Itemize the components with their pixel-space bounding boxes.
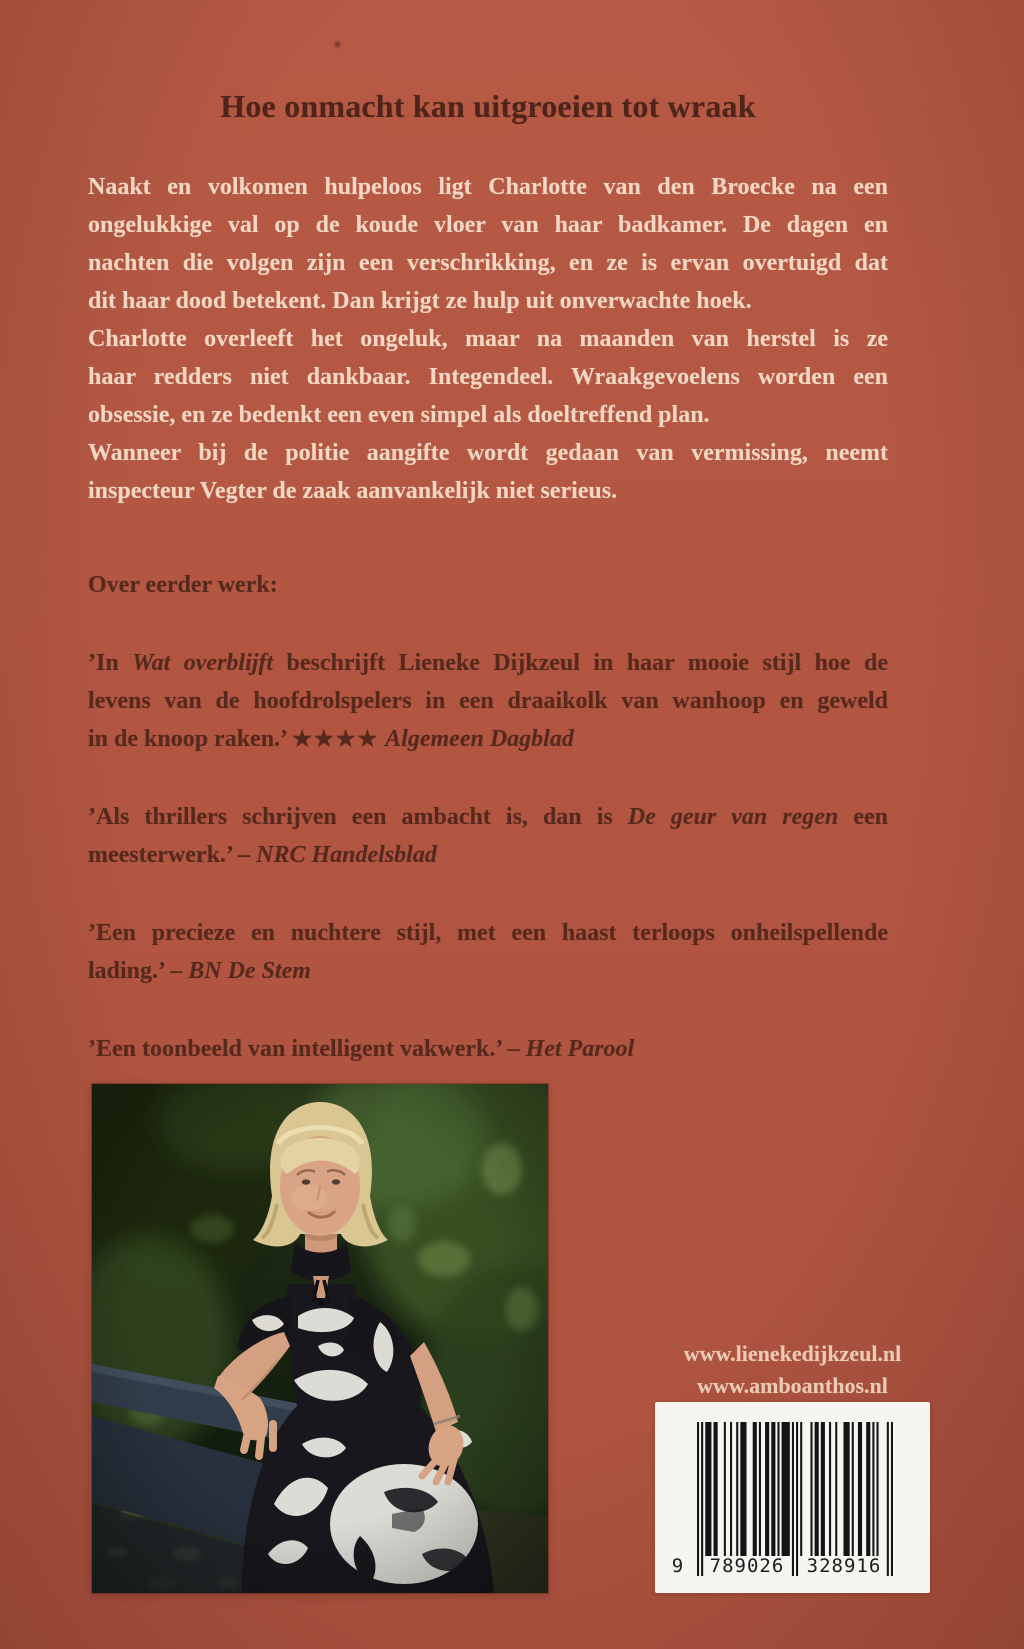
- review-line: [88, 952, 888, 990]
- star-rating: ★★★★: [292, 726, 380, 751]
- review-text: De geur van regen: [627, 804, 839, 830]
- review-text: ’Als thrillers schrijven een ambacht is, dan is: [88, 804, 628, 830]
- review-text: ’In: [88, 650, 133, 676]
- review-text: in de knoop raken.’: [88, 726, 293, 752]
- review-source: BN De Stem: [188, 958, 311, 984]
- synopsis-line: haar redders niet dankbaar. Integendeel. Wraakgevoelens worden een: [88, 364, 888, 390]
- barcode-bars: [697, 1422, 893, 1576]
- synopsis-line: Wanneer bij de politie aangifte wordt gedaan van vermissing, neemt: [88, 440, 888, 466]
- barcode: [655, 1402, 930, 1593]
- review-item: [88, 914, 888, 990]
- synopsis-paragraph: [88, 434, 888, 510]
- review-line: [88, 914, 888, 952]
- review-text: beschrijft Lieneke Dijkzeul in haar mooie stijl hoe de: [273, 650, 888, 676]
- review-item: [88, 798, 888, 874]
- synopsis-line: inspecteur Vegter de zaak aanvankelijk niet serieus.: [88, 478, 618, 504]
- synopsis-line: Naakt en volkomen hulpeloos ligt Charlotte van den Broecke na een: [88, 174, 888, 200]
- barcode-number-prefix: 9: [671, 1555, 685, 1577]
- review-text: lading.’ –: [88, 958, 189, 984]
- review-text: een: [838, 804, 888, 830]
- website-url-publisher: www.amboanthos.nl: [697, 1373, 888, 1398]
- synopsis: [88, 168, 888, 510]
- website-url-author: www.lienekedijkzeul.nl: [683, 1341, 902, 1366]
- synopsis-line: obsessie, en ze bedenkt een even simpel als doeltreffend plan.: [88, 402, 710, 428]
- review-text: ’Een toonbeeld van intelligent vakwerk.’ –: [88, 1036, 526, 1062]
- review-source: NRC Handelsblad: [256, 842, 437, 868]
- review-text: Wat overblijft: [132, 650, 274, 676]
- review-item: [88, 644, 888, 758]
- review-line: [88, 836, 888, 874]
- barcode-number-left: 789026: [709, 1555, 785, 1577]
- review-source: Algemeen Dagblad: [385, 726, 574, 752]
- reviews-section: [88, 566, 888, 1068]
- review-line: [88, 720, 888, 758]
- reviews-heading: Over eerder werk:: [88, 572, 278, 598]
- review-line: [88, 682, 888, 720]
- author-photo: [92, 1084, 548, 1593]
- review-text: meesterwerk.’ –: [88, 842, 257, 868]
- synopsis-line: nachten die volgen zijn een verschrikking, en ze is ervan overtuigd dat: [88, 250, 888, 276]
- review-text: ’Een precieze en nuchtere stijl, met een haast terloops onheilspellende: [88, 920, 888, 946]
- cover-speck: [333, 40, 342, 49]
- author-photo-illustration: [92, 1084, 548, 1593]
- synopsis-line: Charlotte overleeft het ongeluk, maar na maanden van herstel is ze: [88, 326, 888, 352]
- review-line: [88, 798, 888, 836]
- review-text: levens van de hoofdrolspelers in een draaikolk van wanhoop en geweld: [88, 688, 888, 714]
- review-source: Het Parool: [525, 1036, 635, 1062]
- review-line: [88, 1030, 888, 1068]
- synopsis-paragraph: [88, 320, 888, 434]
- synopsis-line: dit haar dood betekent. Dan krijgt ze hulp uit onverwachte hoek.: [88, 288, 752, 314]
- synopsis-paragraph: [88, 168, 888, 320]
- review-item: [88, 1030, 888, 1068]
- synopsis-line: ongelukkige val op de koude vloer van haar badkamer. De dagen en: [88, 212, 888, 238]
- tagline: Hoe onmacht kan uitgroeien tot wraak: [220, 88, 756, 124]
- barcode-number-right: 328916: [806, 1555, 882, 1577]
- review-line: [88, 644, 888, 682]
- publisher-websites: [600, 1338, 985, 1402]
